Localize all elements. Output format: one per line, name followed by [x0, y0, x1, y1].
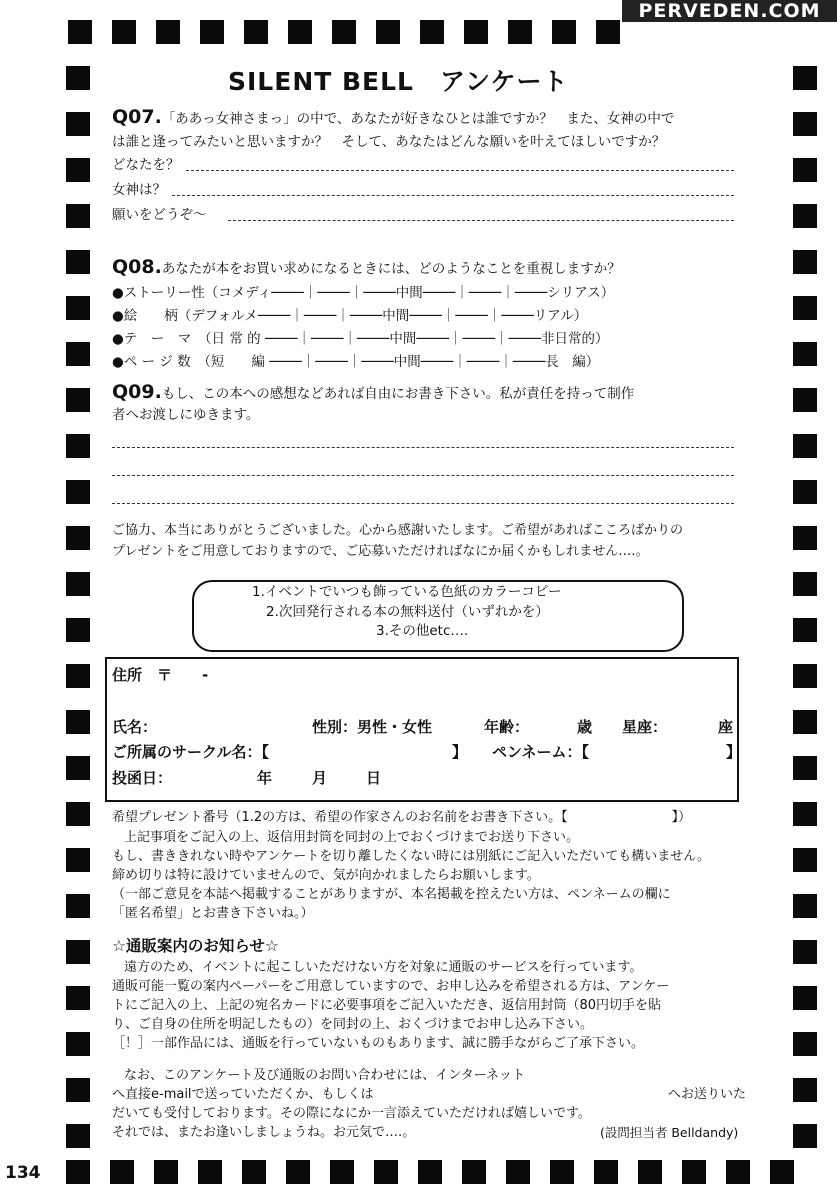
notes-line1: 希望プレゼント番号（1.2の方は、希望の作家さんのお名前をお書き下さい。【 】）: [112, 810, 692, 825]
border-square-left: [66, 66, 90, 90]
date-label[interactable]: 投函日：: [112, 769, 173, 787]
border-square-left: [66, 388, 90, 412]
border-square-right: [793, 986, 817, 1010]
q08-row-art[interactable]: ●絵 柄（デフォルメ────｜────｜────中間────｜────｜────リアル）: [112, 308, 588, 324]
border-square-bottom: [418, 1160, 442, 1184]
border-square-left: [66, 572, 90, 596]
page-number: 134: [5, 1163, 41, 1183]
constellation-unit: 座: [718, 718, 734, 736]
border-square-left: [66, 1032, 90, 1056]
border-square-top: [200, 20, 224, 44]
border-square-top: [596, 20, 620, 44]
border-square-bottom: [330, 1160, 354, 1184]
border-square-left: [66, 1124, 90, 1148]
q07-field-goddess-label: 女神は？: [112, 182, 166, 198]
q07-field-wish-label: 願いをどうぞ〜: [112, 207, 207, 223]
border-square-top: [464, 20, 488, 44]
border-square-left: [66, 940, 90, 964]
mailorder-line4: り、ご自身の住所を明記したもの）を同封の上、おくづけまでお申し込み下さい。: [112, 1017, 594, 1032]
q09-answer-line-1[interactable]: [112, 447, 734, 448]
border-square-top: [68, 20, 92, 44]
border-square-top: [552, 20, 576, 44]
border-square-right: [793, 388, 817, 412]
closing-line1: なお、このアンケート及び通販のお問い合わせには、インターネット: [124, 1068, 526, 1083]
thanks-line2: プレゼントをご用意しておりますので、ご応募いただければなにか届くかもしれません‥‥。: [112, 544, 649, 559]
border-square-left: [66, 250, 90, 274]
closing-line3: だいても受付しております。その際になにか一言添えていただければ嬉しいです。: [112, 1106, 591, 1121]
q09-text1: もし、この本への感想などあれば自由にお書き下さい。私が責任を持って制作: [161, 386, 635, 402]
border-square-right: [793, 204, 817, 228]
closing-line2b: へお送りいた: [668, 1087, 747, 1102]
border-square-bottom: [638, 1160, 662, 1184]
page-title: SILENT BELL アンケート: [228, 67, 569, 96]
border-square-bottom: [374, 1160, 398, 1184]
border-square-left: [66, 618, 90, 642]
border-square-right: [793, 1032, 817, 1056]
circle-label[interactable]: ご所属のサークル名：【: [112, 743, 270, 761]
q07-line1: [112, 108, 674, 128]
border-square-right: [793, 940, 817, 964]
mailorder-line5: ［！］一部作品には、通販を行っていないものもあります、誠に勝手ながらご了承下さい。: [112, 1036, 644, 1051]
q09-answer-line-2[interactable]: [112, 475, 734, 476]
q08-text: あなたが本をお買い求めになるときには、どのようなことを重視しますか？: [161, 261, 621, 277]
border-square-left: [66, 296, 90, 320]
border-square-right: [793, 710, 817, 734]
gender-label[interactable]: 性別：男性・女性: [312, 718, 433, 736]
border-square-left: [66, 526, 90, 550]
present-item-1: 1.イベントでいつも飾っている色紙のカラーコピー: [252, 584, 562, 600]
closing-line4: それでは、またお逢いしましょうね。お元気で‥‥。: [112, 1125, 416, 1140]
notes-line2: 上記事項をご記入の上、返信用封筒を同封の上でおくづけまでお送り下さい。: [124, 830, 580, 845]
q07-field-goddess-line[interactable]: [172, 195, 734, 196]
q07-field-who-line[interactable]: [186, 170, 734, 171]
address-label[interactable]: 住所 〒 -: [112, 666, 209, 684]
border-square-right: [793, 66, 817, 90]
border-square-left: [66, 112, 90, 136]
border-square-right: [793, 434, 817, 458]
q09-answer-line-3[interactable]: [112, 503, 734, 504]
name-label[interactable]: 氏名：: [112, 718, 158, 736]
border-square-top: [112, 20, 136, 44]
notes-line6: 「匿名希望」とお書き下さいね。）: [112, 906, 314, 921]
border-square-top: [244, 20, 268, 44]
date-month: 月: [312, 769, 328, 787]
border-square-top: [332, 20, 356, 44]
notes-line4: 締め切りは特に設けていませんので、気が向かれましたらお願いします。: [112, 868, 540, 883]
border-square-left: [66, 434, 90, 458]
border-square-right: [793, 250, 817, 274]
q07-line2: は誰と逢ってみたいと思いますか？ そして、あなたはどんな願いを叶えてほしいですか？: [112, 134, 666, 150]
border-square-bottom: [198, 1160, 222, 1184]
border-square-left: [66, 710, 90, 734]
age-label[interactable]: 年齢：: [484, 718, 530, 736]
notes-line3: もし、書ききれない時やアンケートを切り離したくない時には別紙にご記入いただいても構いません。: [112, 849, 711, 864]
border-square-right: [793, 664, 817, 688]
border-square-bottom: [594, 1160, 618, 1184]
border-square-right: [793, 1078, 817, 1102]
penname-label[interactable]: ペンネーム：【: [492, 743, 590, 761]
border-square-right: [793, 572, 817, 596]
q08-question: [112, 258, 621, 278]
border-square-bottom: [286, 1160, 310, 1184]
q07-text1: 「ああっ女神さまっ」の中で、あなたが好きなひとは誰ですか？ また、女神の中で: [161, 111, 675, 127]
date-day: 日: [366, 769, 382, 787]
penname-close: 】: [726, 743, 742, 761]
border-square-left: [66, 986, 90, 1010]
thanks-line1: ご協力、本当にありがとうございました。心から感謝いたします。ご希望があればこころばかりの: [112, 523, 683, 538]
border-square-top: [376, 20, 400, 44]
border-square-bottom: [550, 1160, 574, 1184]
age-unit: 歳: [577, 718, 593, 736]
border-square-left: [66, 158, 90, 182]
border-square-top: [420, 20, 444, 44]
q07-number: Q07.: [112, 106, 162, 128]
border-square-left: [66, 848, 90, 872]
circle-close: 】: [452, 743, 468, 761]
border-square-left: [66, 1078, 90, 1102]
mailorder-line3: トにご記入の上、上記の宛名カードに必要事項をご記入いただき、返信用封筒（80円切手を貼: [112, 998, 662, 1013]
border-square-bottom: [66, 1160, 90, 1184]
border-square-bottom: [154, 1160, 178, 1184]
constellation-label[interactable]: 星座：: [622, 718, 668, 736]
mailorder-heading: ☆通販案内のお知らせ☆: [112, 937, 279, 955]
border-square-bottom: [726, 1160, 750, 1184]
border-square-bottom: [462, 1160, 486, 1184]
border-square-left: [66, 802, 90, 826]
border-square-top: [156, 20, 180, 44]
border-square-right: [793, 848, 817, 872]
mailorder-line2: 通販可能一覧の案内ペーパーをご用意していますので、お申し込みを希望される方は、アンケー: [112, 979, 670, 994]
border-square-top: [508, 20, 532, 44]
q07-field-who-label: どなたを？: [112, 157, 180, 173]
q09-number: Q09.: [112, 381, 162, 403]
border-square-left: [66, 204, 90, 228]
signature: (設問担当者 Belldandy): [600, 1125, 739, 1140]
date-year: 年: [257, 769, 273, 787]
border-square-right: [793, 342, 817, 366]
border-square-left: [66, 664, 90, 688]
q09-line2: 者へお渡しにゆきます。: [112, 407, 260, 423]
border-square-right: [793, 480, 817, 504]
border-square-right: [793, 112, 817, 136]
watermark: PERVEDEN.COM: [622, 0, 837, 22]
border-square-right: [793, 802, 817, 826]
q07-field-wish-line[interactable]: [228, 220, 734, 221]
border-square-right: [793, 526, 817, 550]
border-square-top: [288, 20, 312, 44]
border-square-bottom: [682, 1160, 706, 1184]
notes-line5: （一部ご意見を本誌へ掲載することがありますが、本名掲載を控えたい方は、ペンネームの欄に: [112, 887, 671, 902]
present-item-2: 2.次回発行される本の無料送付（いずれかを）: [266, 604, 549, 620]
border-square-right: [793, 1124, 817, 1148]
border-square-bottom: [770, 1160, 794, 1184]
border-square-bottom: [242, 1160, 266, 1184]
q08-row-pages[interactable]: ●ペ ー ジ 数 （短 編 ────｜────｜────中間────｜────｜────長 編）: [112, 354, 600, 370]
present-item-3: 3.その他etc‥‥: [376, 623, 469, 639]
border-square-right: [793, 296, 817, 320]
q08-number: Q08.: [112, 256, 162, 278]
closing-line2a: へ直接e-mailで送っていただくか、もしくは: [112, 1087, 374, 1102]
border-square-left: [66, 894, 90, 918]
border-square-bottom: [506, 1160, 530, 1184]
border-square-left: [66, 756, 90, 780]
q08-row-theme[interactable]: ●テ ー マ （日 常 的 ────｜────｜────中間────｜────｜────非日常的）: [112, 331, 609, 347]
border-square-right: [793, 618, 817, 642]
q09-line1: [112, 383, 634, 403]
border-square-right: [793, 756, 817, 780]
border-square-left: [66, 480, 90, 504]
border-square-right: [793, 894, 817, 918]
border-square-bottom: [110, 1160, 134, 1184]
border-square-left: [66, 342, 90, 366]
border-square-right: [793, 158, 817, 182]
q08-row-story[interactable]: ●ストーリー性（コメディ────｜────｜────中間────｜────｜────シリアス）: [112, 285, 615, 301]
mailorder-line1: 遠方のため、イベントに起こしいただけない方を対象に通販のサービスを行っています。: [124, 960, 643, 975]
